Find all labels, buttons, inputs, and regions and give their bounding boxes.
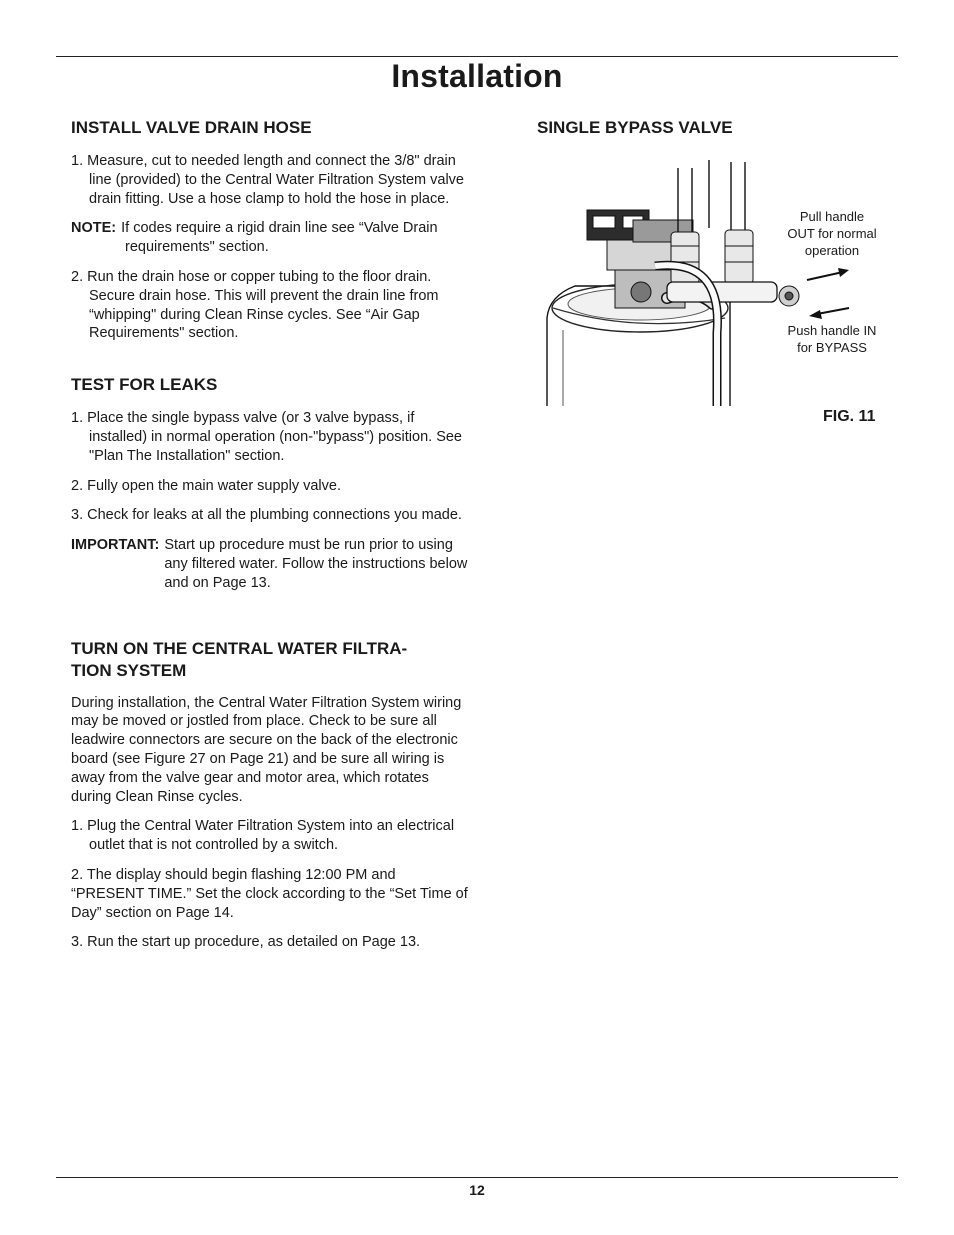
turn-on-step-3: 3. Run the start up procedure, as detailed on Page 13. [71, 934, 421, 951]
push-caption-line-1: Push handle IN [787, 323, 877, 338]
leaks-step-3: 3. Check for leaks at all the plumbing connections you made. [71, 507, 462, 524]
figure-label: FIG. 11 [823, 408, 876, 425]
leaks-heading: TEST FOR LEAKS [71, 375, 218, 395]
pull-caption-line-3: operation [804, 243, 860, 258]
leaks-step-2: 2. Fully open the main water supply valve. [71, 477, 341, 494]
leaks-step-1: 1. Place the single bypass valve (or 3 valve bypass, if installed) in normal operation (non-"bypass") position. See "Plan The Installation" section. [71, 410, 462, 464]
left-column [71, 117, 471, 952]
note-text: If codes require a rigid drain line see “Valve Drain requirements" section. [121, 220, 438, 256]
top-rule [56, 56, 898, 57]
important-note [71, 536, 471, 592]
pull-caption-line-2: OUT for normal [787, 226, 877, 241]
turn-on-heading-line-1: TURN ON THE CENTRAL WATER FILTRA- [71, 638, 408, 658]
pull-handle-caption [770, 208, 894, 259]
page-title: Installation [391, 58, 563, 94]
drain-hose-note [71, 219, 471, 257]
note-label: NOTE: [71, 220, 117, 237]
pull-caption-line-1: Pull handle [799, 209, 865, 224]
bypass-valve-illustration [545, 158, 887, 408]
turn-on-step-2: 2. The display should begin flashing 12:00 PM and “PRESENT TIME.” Set the clock according to the “Set Time of Day” section on Page 14. [71, 866, 468, 921]
bottom-rule [56, 1177, 898, 1178]
turn-on-intro: During installation, the Central Water Filtration System wiring may be moved or jostled from place. Check to be sure all leadwire connectors are secure on the back of the electronic board (see Figure 27 on Page 21) and be sure all wiring is away from the valve gear and motor area, which rotates during Clean Rinse cycles. [71, 694, 462, 805]
bypass-heading: SINGLE BYPASS VALVE [537, 118, 733, 137]
important-label: IMPORTANT: [71, 537, 160, 554]
turn-on-step-1: 1. Plug the Central Water Filtration System into an electrical outlet that is not controlled by a switch. [71, 818, 455, 854]
important-text: Start up procedure must be run prior to using any filtered water. Follow the instructions below and on Page 13. [164, 537, 468, 591]
drain-hose-step-1: 1. Measure, cut to needed length and connect the 3/8" drain line (provided) to the Central Water Filtration System valve drain fitting. Use a hose clamp to hold the hose in place. [71, 153, 464, 207]
right-column [537, 117, 907, 139]
push-handle-caption [770, 322, 894, 356]
drain-hose-step-2: 2. Run the drain hose or copper tubing to the floor drain. Secure drain hose. This will prevent the drain line from “whipping" during Clean Rinse cycles. See “Air Gap Requirements" section. [71, 268, 439, 342]
page-number: 12 [469, 1182, 485, 1198]
turn-on-heading [71, 638, 471, 682]
turn-on-heading-line-2: TION SYSTEM [71, 660, 187, 680]
drain-hose-heading: INSTALL VALVE DRAIN HOSE [71, 118, 312, 137]
push-caption-line-2: for BYPASS [797, 340, 867, 355]
